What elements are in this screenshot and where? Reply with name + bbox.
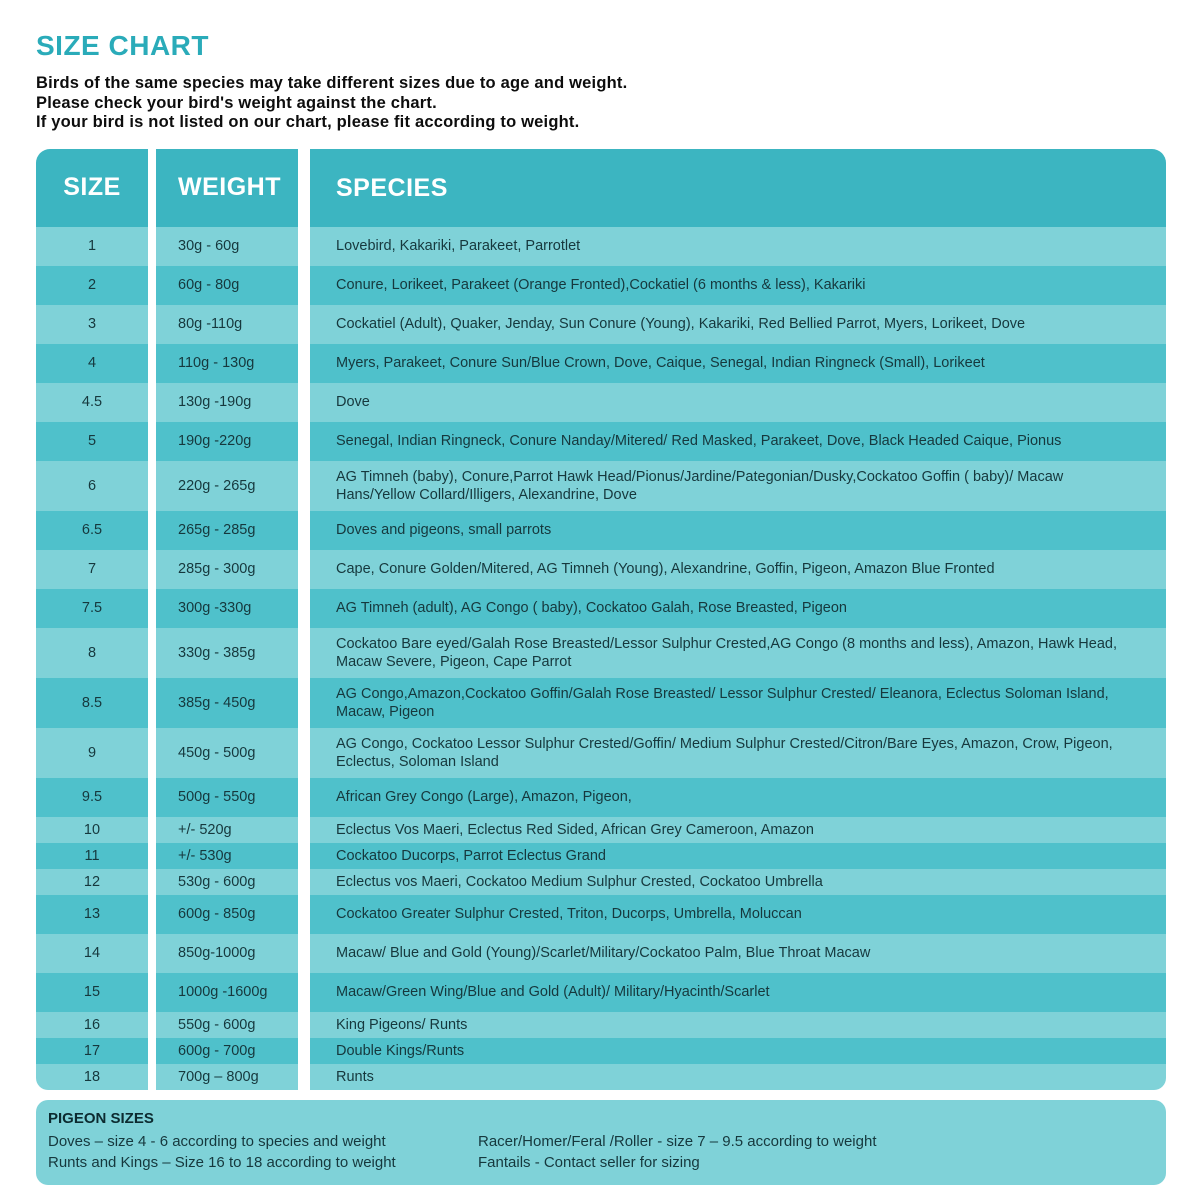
table-row <box>36 1038 1166 1064</box>
pigeon-sizes-line: Racer/Homer/Feral /Roller - size 7 – 9.5 according to weight <box>478 1132 877 1150</box>
species-cell: Cockatoo Bare eyed/Galah Rose Breasted/Lessor Sulphur Crested,AG Congo (8 months and less), Amazon, Hawk Head, Macaw Severe, Pigeon, Cape Parrot <box>310 628 1166 678</box>
species-cell: Senegal, Indian Ringneck, Conure Nanday/Mitered/ Red Masked, Parakeet, Dove, Black Headed Caique, Pionus <box>310 422 1166 461</box>
size-cell: 14 <box>36 934 148 973</box>
weight-cell: 530g - 600g <box>156 869 298 895</box>
intro-line: Please check your bird's weight against the chart. <box>36 93 437 112</box>
species-cell: African Grey Congo (Large), Amazon, Pigeon, <box>310 778 1166 817</box>
weight-cell: 80g -110g <box>156 305 298 344</box>
size-cell: 12 <box>36 869 148 895</box>
size-cell: 16 <box>36 1012 148 1038</box>
pigeon-sizes-section <box>36 1100 1166 1185</box>
size-chart-table <box>36 149 1166 1090</box>
intro-line: Birds of the same species may take different sizes due to age and weight. <box>36 74 628 92</box>
weight-cell: 850g-1000g <box>156 934 298 973</box>
weight-cell: 600g - 700g <box>156 1038 298 1064</box>
table-row <box>36 589 1166 628</box>
size-cell: 4 <box>36 344 148 383</box>
weight-cell: 30g - 60g <box>156 227 298 266</box>
size-cell: 8 <box>36 628 148 678</box>
table-row <box>36 895 1166 934</box>
size-cell: 9 <box>36 728 148 778</box>
column-header-weight: WEIGHT <box>156 149 298 227</box>
species-cell: Cockatoo Greater Sulphur Crested, Triton, Ducorps, Umbrella, Moluccan <box>310 895 1166 934</box>
species-cell: Double Kings/Runts <box>310 1038 1166 1064</box>
species-cell: Eclectus Vos Maeri, Eclectus Red Sided, African Grey Cameroon, Amazon <box>310 817 1166 843</box>
table-row <box>36 1064 1166 1090</box>
table-row <box>36 422 1166 461</box>
size-cell: 4.5 <box>36 383 148 422</box>
table-row <box>36 511 1166 550</box>
table-row <box>36 628 1166 678</box>
table-row <box>36 550 1166 589</box>
species-cell: Cockatoo Ducorps, Parrot Eclectus Grand <box>310 843 1166 869</box>
weight-cell: 190g -220g <box>156 422 298 461</box>
species-cell: Dove <box>310 383 1166 422</box>
weight-cell: 265g - 285g <box>156 511 298 550</box>
intro-text <box>36 74 1166 133</box>
size-cell: 6.5 <box>36 511 148 550</box>
table-row <box>36 461 1166 511</box>
weight-cell: 300g -330g <box>156 589 298 628</box>
weight-cell: 220g - 265g <box>156 461 298 511</box>
weight-cell: 60g - 80g <box>156 266 298 305</box>
size-cell: 1 <box>36 227 148 266</box>
weight-cell: 450g - 500g <box>156 728 298 778</box>
species-cell: Cape, Conure Golden/Mitered, AG Timneh (Young), Alexandrine, Goffin, Pigeon, Amazon Blue Fronted <box>310 550 1166 589</box>
size-cell: 10 <box>36 817 148 843</box>
species-cell: AG Timneh (baby), Conure,Parrot Hawk Head/Pionus/Jardine/Pategonian/Dusky,Cockatoo Goffin ( baby)/ Macaw Hans/Yellow Collard/Illigers, Alexandrine, Dove <box>310 461 1166 511</box>
species-cell: Runts <box>310 1064 1166 1090</box>
table-row <box>36 383 1166 422</box>
pigeon-sizes-line: Fantails - Contact seller for sizing <box>478 1153 700 1171</box>
table-row <box>36 778 1166 817</box>
size-cell: 18 <box>36 1064 148 1090</box>
table-row <box>36 973 1166 1012</box>
pigeon-sizes-line: Doves – size 4 - 6 according to species and weight <box>48 1132 386 1150</box>
weight-cell: 130g -190g <box>156 383 298 422</box>
table-row <box>36 934 1166 973</box>
size-cell: 5 <box>36 422 148 461</box>
species-cell: Conure, Lorikeet, Parakeet (Orange Fronted),Cockatiel (6 months & less), Kakariki <box>310 266 1166 305</box>
table-row <box>36 678 1166 728</box>
weight-cell: 1000g -1600g <box>156 973 298 1012</box>
size-cell: 7 <box>36 550 148 589</box>
species-cell: Eclectus vos Maeri, Cockatoo Medium Sulphur Crested, Cockatoo Umbrella <box>310 869 1166 895</box>
intro-line: If your bird is not listed on our chart, please fit according to weight. <box>36 113 580 131</box>
weight-cell: 600g - 850g <box>156 895 298 934</box>
page-title: SIZE CHART <box>36 30 209 61</box>
table-row <box>36 305 1166 344</box>
column-header-size: SIZE <box>36 149 148 227</box>
pigeon-sizes-left-column <box>48 1131 478 1173</box>
weight-cell: 330g - 385g <box>156 628 298 678</box>
size-cell: 13 <box>36 895 148 934</box>
size-cell: 7.5 <box>36 589 148 628</box>
weight-cell: +/- 520g <box>156 817 298 843</box>
weight-cell: 385g - 450g <box>156 678 298 728</box>
weight-cell: 500g - 550g <box>156 778 298 817</box>
table-row <box>36 344 1166 383</box>
size-cell: 8.5 <box>36 678 148 728</box>
species-cell: Macaw/ Blue and Gold (Young)/Scarlet/Military/Cockatoo Palm, Blue Throat Macaw <box>310 934 1166 973</box>
species-cell: AG Congo, Cockatoo Lessor Sulphur Crested/Goffin/ Medium Sulphur Crested/Citron/Bare Eyes, Amazon, Crow, Pigeon, Eclectus, Soloman Island <box>310 728 1166 778</box>
species-cell: Lovebird, Kakariki, Parakeet, Parrotlet <box>310 227 1166 266</box>
species-cell: Cockatiel (Adult), Quaker, Jenday, Sun Conure (Young), Kakariki, Red Bellied Parrot, Myers, Lorikeet, Dove <box>310 305 1166 344</box>
weight-cell: +/- 530g <box>156 843 298 869</box>
pigeon-sizes-columns <box>48 1131 1154 1173</box>
species-cell: Macaw/Green Wing/Blue and Gold (Adult)/ Military/Hyacinth/Scarlet <box>310 973 1166 1012</box>
table-row <box>36 266 1166 305</box>
weight-cell: 700g – 800g <box>156 1064 298 1090</box>
table-header-row <box>36 149 1166 227</box>
table-row <box>36 1012 1166 1038</box>
table-row <box>36 728 1166 778</box>
size-cell: 9.5 <box>36 778 148 817</box>
pigeon-sizes-title: PIGEON SIZES <box>48 1109 154 1127</box>
table-row <box>36 817 1166 843</box>
weight-cell: 550g - 600g <box>156 1012 298 1038</box>
size-cell: 6 <box>36 461 148 511</box>
table-row <box>36 869 1166 895</box>
table-row <box>36 843 1166 869</box>
pigeon-sizes-right-column <box>478 1131 877 1173</box>
weight-cell: 285g - 300g <box>156 550 298 589</box>
weight-cell: 110g - 130g <box>156 344 298 383</box>
species-cell: King Pigeons/ Runts <box>310 1012 1166 1038</box>
species-cell: AG Congo,Amazon,Cockatoo Goffin/Galah Rose Breasted/ Lessor Sulphur Crested/ Eleanora, Eclectus Soloman Island, Macaw, Pigeon <box>310 678 1166 728</box>
size-cell: 17 <box>36 1038 148 1064</box>
pigeon-sizes-line: Runts and Kings – Size 16 to 18 according to weight <box>48 1153 396 1171</box>
species-cell: Doves and pigeons, small parrots <box>310 511 1166 550</box>
species-cell: AG Timneh (adult), AG Congo ( baby), Cockatoo Galah, Rose Breasted, Pigeon <box>310 589 1166 628</box>
species-cell: Myers, Parakeet, Conure Sun/Blue Crown, Dove, Caique, Senegal, Indian Ringneck (Small), Lorikeet <box>310 344 1166 383</box>
size-cell: 3 <box>36 305 148 344</box>
size-cell: 15 <box>36 973 148 1012</box>
size-cell: 2 <box>36 266 148 305</box>
table-row <box>36 227 1166 266</box>
column-header-species: SPECIES <box>310 149 1166 227</box>
size-cell: 11 <box>36 843 148 869</box>
table-body <box>36 227 1166 1090</box>
